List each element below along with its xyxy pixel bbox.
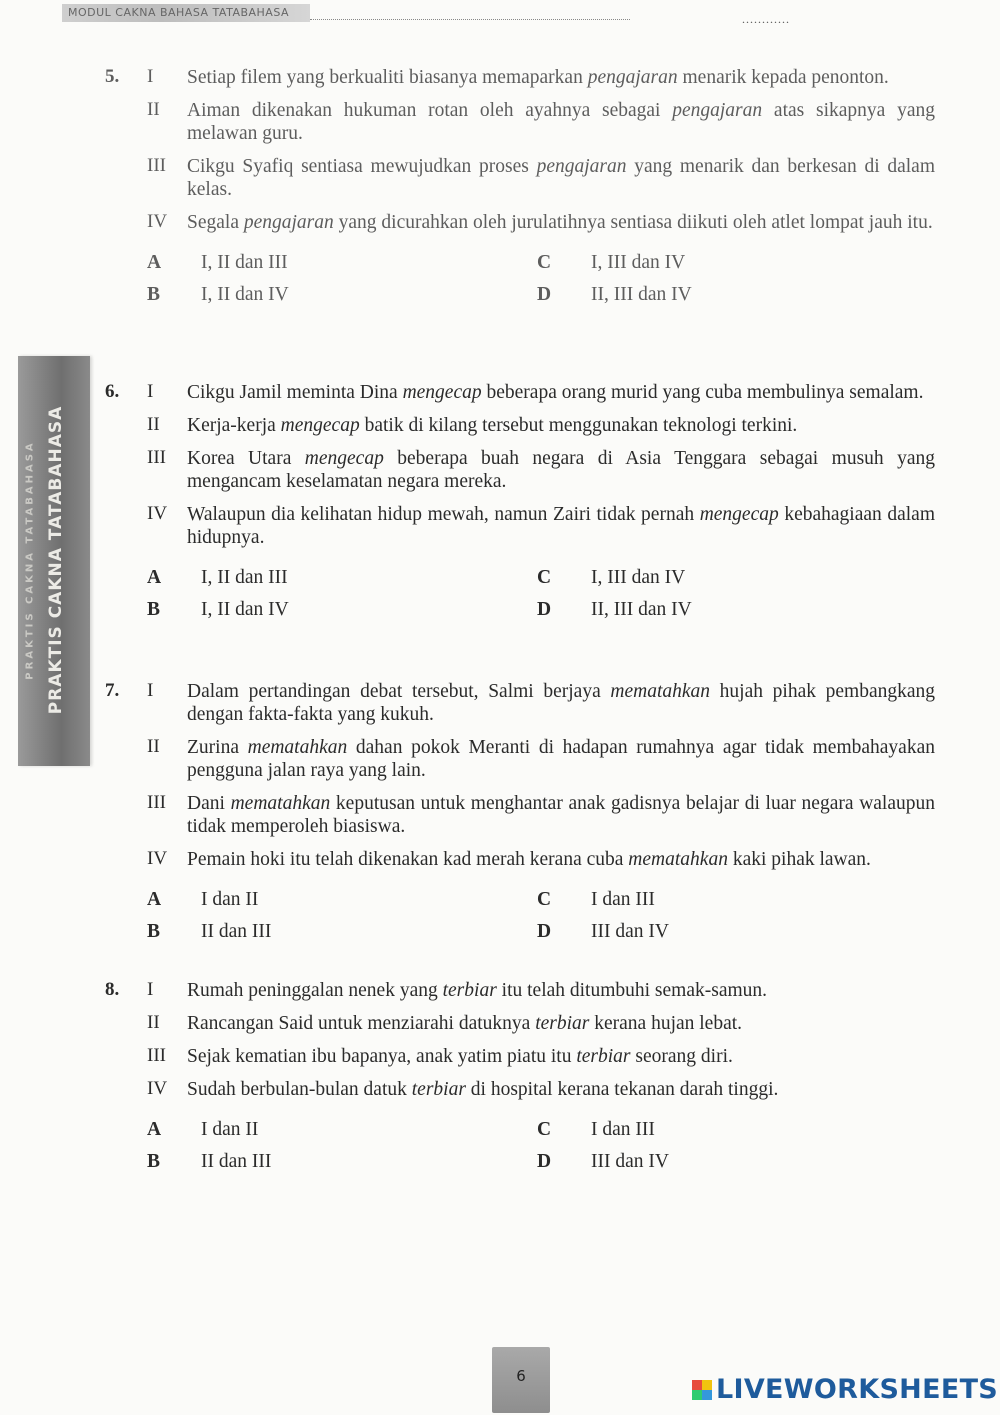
option-text: II dan III bbox=[201, 1151, 272, 1172]
option-text: I, II dan III bbox=[201, 567, 288, 588]
option-text: III dan IV bbox=[591, 1151, 669, 1172]
option-letter: D bbox=[537, 921, 552, 942]
logo-square-green bbox=[692, 1390, 702, 1400]
statement-item bbox=[105, 414, 935, 437]
statement-text bbox=[187, 736, 935, 782]
statement-numeral: III bbox=[147, 1045, 166, 1066]
statement-fragment: itu telah ditumbuhi semak-samun. bbox=[496, 980, 768, 1001]
statement-fragment: Zurina bbox=[187, 737, 248, 758]
statement-item bbox=[105, 1078, 935, 1101]
statement-item bbox=[105, 155, 935, 201]
target-word: mematahkan bbox=[628, 849, 728, 870]
target-word: terbiar bbox=[535, 1013, 590, 1034]
statement-text bbox=[187, 1012, 935, 1035]
statement-item bbox=[105, 447, 935, 493]
statement-fragment: Rumah peninggalan nenek yang bbox=[187, 980, 443, 1001]
statement-text bbox=[187, 503, 935, 549]
statement-numeral: IV bbox=[147, 503, 168, 524]
option-letter: D bbox=[537, 1151, 552, 1172]
question-6 bbox=[105, 381, 935, 633]
statement-item bbox=[105, 99, 935, 145]
statement-numeral: II bbox=[147, 1012, 160, 1033]
option-text: II dan III bbox=[201, 921, 272, 942]
question-number: 7. bbox=[105, 680, 120, 701]
target-word: mematahkan bbox=[610, 681, 711, 702]
statement-list bbox=[105, 381, 935, 549]
liveworksheets-icon bbox=[692, 1380, 712, 1400]
question-7 bbox=[105, 680, 935, 955]
statement-text bbox=[187, 680, 935, 726]
statement-numeral: I bbox=[147, 381, 154, 402]
question-8 bbox=[105, 979, 935, 1185]
statement-text bbox=[187, 155, 935, 201]
target-word: mematahkan bbox=[230, 793, 331, 814]
statement-numeral: III bbox=[147, 792, 166, 813]
statement-fragment: atas sikapnya yang melawan guru. bbox=[187, 100, 935, 144]
target-word: mengecap bbox=[402, 382, 482, 403]
statement-numeral: IV bbox=[147, 848, 168, 869]
statement-numeral: III bbox=[147, 155, 166, 176]
option-letter: C bbox=[537, 889, 552, 910]
statement-fragment: kebahagiaan dalam hidupnya. bbox=[187, 504, 935, 548]
option-text: I dan III bbox=[591, 889, 655, 910]
statement-fragment: hujah pihak pembangkang dengan fakta-fakta yang kukuh. bbox=[187, 681, 936, 725]
statement-item bbox=[105, 736, 935, 782]
page-number-tab bbox=[492, 1347, 550, 1413]
header-rule bbox=[310, 19, 630, 20]
question-number: 5. bbox=[105, 66, 120, 87]
target-word: pengajaran bbox=[587, 67, 678, 88]
statement-fragment: Kerja-kerja bbox=[187, 415, 281, 436]
option-letter: D bbox=[537, 599, 552, 620]
statement-item bbox=[105, 792, 935, 838]
statement-item bbox=[105, 1045, 935, 1068]
statement-numeral: IV bbox=[147, 1078, 168, 1099]
statement-fragment: Cikgu Jamil meminta Dina bbox=[187, 382, 403, 403]
statement-numeral: II bbox=[147, 414, 160, 435]
statement-text bbox=[187, 447, 935, 493]
statement-fragment: menarik kepada penonton. bbox=[677, 67, 889, 88]
statement-item bbox=[105, 381, 935, 404]
option-letter: A bbox=[147, 1119, 162, 1140]
statement-fragment: Segala bbox=[187, 212, 244, 233]
option-letter: B bbox=[147, 284, 161, 305]
brand-name: LIVEWORKSHEETS bbox=[716, 1374, 999, 1405]
statement-fragment: Sudah berbulan-bulan datuk bbox=[187, 1079, 412, 1100]
statement-numeral: II bbox=[147, 99, 160, 120]
statement-item bbox=[105, 1012, 935, 1035]
statement-item bbox=[105, 848, 935, 871]
statement-item bbox=[105, 211, 935, 234]
option-text: I, II dan III bbox=[201, 252, 288, 273]
statement-fragment: beberapa orang murid yang cuba membulinya semalam. bbox=[481, 382, 924, 403]
statement-text bbox=[187, 848, 935, 871]
target-word: terbiar bbox=[442, 980, 497, 1001]
statement-fragment: Dalam pertandingan debat tersebut, Salmi berjaya bbox=[187, 681, 611, 702]
statement-fragment: keputusan untuk menghantar anak gadisnya belajar di luar negara walaupun tidak memperoleh biasiswa. bbox=[187, 793, 936, 837]
statement-item bbox=[105, 66, 935, 89]
statement-text bbox=[187, 66, 935, 89]
statement-fragment: Cikgu Syafiq sentiasa mewujudkan proses bbox=[187, 156, 537, 177]
option-text: I, II dan IV bbox=[201, 599, 289, 620]
statement-fragment: beberapa buah negara di Asia Tenggara sebagai musuh yang mengancam keselamatan negara mereka. bbox=[187, 448, 935, 492]
statement-fragment: seorang diri. bbox=[630, 1046, 733, 1067]
statement-fragment: kaki pihak lawan. bbox=[727, 849, 871, 870]
answer-options bbox=[105, 889, 935, 955]
option-text: I, III dan IV bbox=[591, 567, 686, 588]
page-number: 6 bbox=[516, 1367, 526, 1385]
option-letter: B bbox=[147, 599, 161, 620]
target-word: pengajaran bbox=[243, 212, 334, 233]
option-letter: B bbox=[147, 921, 161, 942]
liveworksheets-logo[interactable] bbox=[692, 1374, 998, 1405]
option-letter: A bbox=[147, 889, 162, 910]
statement-text bbox=[187, 381, 935, 404]
question-5 bbox=[105, 66, 935, 318]
statement-text bbox=[187, 979, 935, 1002]
side-tab-subtitle: PRAKTIS CAKNA TATABAHASA bbox=[24, 440, 36, 680]
statement-fragment: Dani bbox=[187, 793, 231, 814]
answer-options bbox=[105, 567, 935, 633]
statement-text bbox=[187, 99, 935, 145]
statement-numeral: II bbox=[147, 736, 160, 757]
target-word: terbiar bbox=[576, 1046, 631, 1067]
logo-square-blue bbox=[702, 1390, 712, 1400]
option-text: I dan II bbox=[201, 1119, 259, 1140]
header-dots: ............ bbox=[742, 12, 790, 26]
statement-numeral: III bbox=[147, 447, 166, 468]
question-number: 8. bbox=[105, 979, 120, 1000]
statement-numeral: I bbox=[147, 66, 154, 87]
option-text: I, III dan IV bbox=[591, 252, 686, 273]
statement-fragment: di hospital kerana tekanan darah tinggi. bbox=[465, 1079, 779, 1100]
logo-square-red bbox=[692, 1380, 702, 1390]
statement-fragment: Setiap filem yang berkualiti biasanya memaparkan bbox=[187, 67, 588, 88]
target-word: mengecap bbox=[699, 504, 779, 525]
option-text: I dan III bbox=[591, 1119, 655, 1140]
statement-numeral: IV bbox=[147, 211, 168, 232]
side-tab-title: PRAKTIS CAKNA TATABAHASA bbox=[46, 405, 66, 715]
statement-fragment: Korea Utara bbox=[187, 448, 305, 469]
statement-list bbox=[105, 66, 935, 234]
statement-fragment: yang menarik dan berkesan di dalam kelas. bbox=[187, 156, 936, 200]
statement-item bbox=[105, 503, 935, 549]
target-word: pengajaran bbox=[672, 100, 763, 121]
statement-text bbox=[187, 792, 935, 838]
statement-fragment: Sejak kematian ibu bapanya, anak yatim piatu itu bbox=[187, 1046, 577, 1067]
statement-text bbox=[187, 211, 935, 234]
header-strip: MODUL CAKNA BAHASA TATABAHASA bbox=[62, 4, 310, 22]
logo-square-yellow bbox=[702, 1380, 712, 1390]
statement-fragment: batik di kilang tersebut menggunakan teknologi terkini. bbox=[359, 415, 798, 436]
statement-item bbox=[105, 680, 935, 726]
answer-options bbox=[105, 1119, 935, 1185]
statement-list bbox=[105, 680, 935, 871]
option-letter: C bbox=[537, 252, 552, 273]
statement-fragment: dahan pokok Meranti di hadapan rumahnya agar tidak membahayakan pengguna jalan raya yang lain. bbox=[187, 737, 935, 781]
statement-fragment: Walaupun dia kelihatan hidup mewah, namun Zairi tidak pernah bbox=[187, 504, 700, 525]
statement-fragment: Aiman dikenakan hukuman rotan oleh ayahnya sebagai bbox=[187, 100, 673, 121]
question-number: 6. bbox=[105, 381, 120, 402]
statement-fragment: Pemain hoki itu telah dikenakan kad merah kerana cuba bbox=[187, 849, 629, 870]
statement-fragment: kerana hujan lebat. bbox=[589, 1013, 743, 1034]
statement-numeral: I bbox=[147, 979, 154, 1000]
option-letter: A bbox=[147, 252, 162, 273]
target-word: mematahkan bbox=[247, 737, 348, 758]
target-word: mengecap bbox=[304, 448, 384, 469]
option-text: I dan II bbox=[201, 889, 259, 910]
statement-fragment: Rancangan Said untuk menziarahi datuknya bbox=[187, 1013, 536, 1034]
option-text: III dan IV bbox=[591, 921, 669, 942]
option-letter: C bbox=[537, 567, 552, 588]
statement-item bbox=[105, 979, 935, 1002]
option-text: II, III dan IV bbox=[591, 599, 692, 620]
statement-list bbox=[105, 979, 935, 1101]
target-word: mengecap bbox=[280, 415, 360, 436]
answer-options bbox=[105, 252, 935, 318]
statement-text bbox=[187, 1045, 935, 1068]
statement-numeral: I bbox=[147, 680, 154, 701]
target-word: terbiar bbox=[411, 1079, 466, 1100]
target-word: pengajaran bbox=[536, 156, 627, 177]
option-text: II, III dan IV bbox=[591, 284, 692, 305]
statement-text bbox=[187, 414, 935, 437]
option-text: I, II dan IV bbox=[201, 284, 289, 305]
option-letter: A bbox=[147, 567, 162, 588]
option-letter: C bbox=[537, 1119, 552, 1140]
option-letter: D bbox=[537, 284, 552, 305]
statement-text bbox=[187, 1078, 935, 1101]
statement-fragment: yang dicurahkan oleh jurulatihnya sentiasa diikuti oleh atlet lompat jauh itu. bbox=[333, 212, 933, 233]
option-letter: B bbox=[147, 1151, 161, 1172]
